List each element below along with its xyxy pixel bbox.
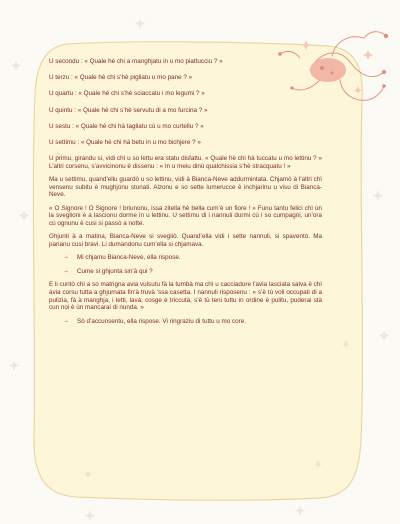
question-line: U settimu : « Quale hè chi hà betu in u mo bichjere ? »: [49, 138, 201, 146]
sparkle-icon: [373, 190, 384, 201]
dialogue-line: [63, 268, 322, 276]
sparkle-icon: [295, 505, 306, 516]
arrow-icon: →: [63, 267, 69, 274]
dialogue-text: Cume si ghjunta sin’à qui ?: [77, 267, 153, 275]
sparkle-icon: [9, 360, 20, 371]
sparkle-icon: [135, 18, 146, 29]
story-paragraph: Ma u settimu, quand’ellu guardò u so lettinu, vidi à Bianca-Neve addurmintata. Chjamò à l’altri chì vensenu subitu è mughjonu stunati. Alzonu e so sette lumerucce è inchjarinu u visu di Bianca-Neve.: [49, 176, 322, 199]
story-paragraph: Ghjunti à a matina, Bianca-Neve si svegliò. Quand’ella vidi i sette nannuli, si spaventò. Ma parianu cusi bravi. Li dumandonu cum’ella si chjamava.: [49, 233, 322, 248]
question-line: U quintu : « Quale hè chi s’hè servutu di a mo furcina ? »: [49, 106, 208, 114]
story-paragraph: E li cuntò chì a so matrigna avia vulsutu fà la tumbà ma chì u cacciadore l’avia lasciata salva è chì avia corsu tutta a ghjurnata fin’à truvà ’ssa casetta. I nannuli risposenu : « s’è tù voli occupati di a pulizia, fà à manghja, i letti, lavà, cosge è triccutà, s’è tù teni tuttu in ordine è pulitu, puderai stà cun noi è ùn mancarai di nunda. »: [49, 281, 323, 312]
arrow-icon: →: [63, 317, 69, 324]
dialogue-line: [63, 254, 322, 262]
sparkle-icon: [11, 60, 22, 71]
story-paragraph: « O Signore ! O Signore ! briunonu, issa zitella hè bella cum’è un fiore ! » Funu tantu felici chì ùn la sveglioni è a lascionu dorme in u lettinu. U settimu di i nannuli durmi cù i so cumpagni, un’ora cù ognunu è cusi si passò a notte.: [49, 204, 322, 227]
dialogue-text: Sò d’accunsentu, ella rispose. Vi ringraziu di tuttu u mo core.: [77, 317, 246, 325]
question-line: U secondu : « Quale hè chi a manghjatu in u mo piattucciu ? »: [49, 58, 223, 65]
dialogue-line: [63, 318, 322, 326]
arrow-icon: →: [63, 254, 69, 261]
sparkle-icon: [85, 510, 96, 521]
story-paragraph: U primu, girandu si, vidi chì u so lettu era statu disfattu. « Quale hè chi hà tuccatu u mo lettinu ? » L’altri corsenu, s’avvicinonu è dissenu : « In u meiu dinù qualchissia s’hè stracquatu ! »: [49, 155, 322, 170]
story-text: [49, 58, 322, 331]
sparkle-icon: [379, 330, 390, 341]
question-line: U sestu : « Quale hè chi hà tagliatu cù u mo curtellu ? »: [49, 122, 204, 130]
question-line: U terzu : « Quale hè chi s’hè pigliatu u mo pane ? »: [49, 74, 193, 82]
question-line: U quartu : « Quale hè chi s’hè sciaccatu i mo legumi ? »: [49, 90, 205, 98]
dialogue-text: Mi chjamu Bianca-Neve, ella rispose.: [77, 254, 181, 262]
